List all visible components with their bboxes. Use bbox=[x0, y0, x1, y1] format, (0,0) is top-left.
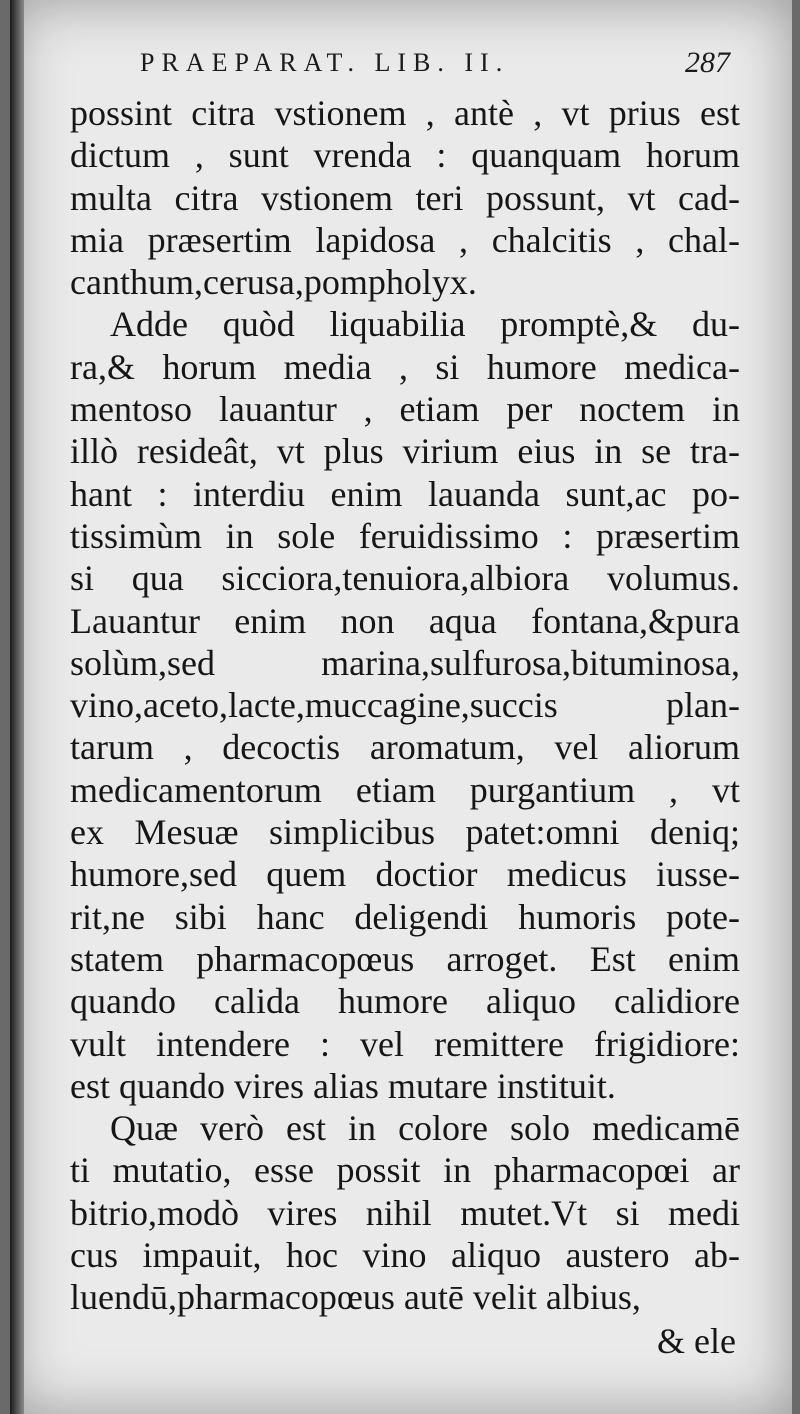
text-line: mia præsertim lapidosa , chalcitis , chal- bbox=[70, 219, 740, 260]
text-line: mentoso lauantur , etiam per noctem in bbox=[70, 389, 740, 430]
text-line: quando calida humore aliquo calidiore bbox=[70, 981, 740, 1022]
text-line: ti mutatio, esse possit in pharmacopœi ar bbox=[70, 1150, 740, 1191]
text-line: illò resideât, vt plus virium eius in se tra- bbox=[70, 431, 740, 472]
text-line: si qua sicciora,tenuiora,albiora volumus. bbox=[70, 558, 740, 599]
text-line: statem pharmacopœus arroget. Est enim bbox=[70, 938, 740, 979]
text-line: tissimùm in sole feruidissimo : præsertim bbox=[70, 515, 740, 556]
text-line: cus impauit, hoc vino aliquo austero ab- bbox=[70, 1235, 740, 1276]
text-line: humore,sed quem doctior medicus iusse- bbox=[70, 854, 740, 895]
text-line: dictum , sunt vrenda : quanquam horum bbox=[70, 135, 740, 176]
binding-gutter bbox=[10, 0, 24, 1414]
text-line: Lauantur enim non aqua fontana,&pura bbox=[70, 600, 740, 641]
text-line: bitrio,modò vires nihil mutet.Vt si medi bbox=[70, 1192, 740, 1233]
text-line: Quæ verò est in colore solo medicamē bbox=[110, 1108, 740, 1149]
catchword-wrap bbox=[70, 1320, 740, 1362]
text-line: medicamentorum etiam purgantium , vt bbox=[70, 769, 740, 810]
text-line: hant : interdiu enim lauanda sunt,ac po- bbox=[70, 473, 740, 514]
text-line: vult intendere : vel remittere frigidiore: bbox=[70, 1023, 740, 1064]
catchword: & ele bbox=[657, 1320, 736, 1361]
body-text bbox=[70, 92, 740, 1319]
text-line: ra,& horum media , si humore medica- bbox=[70, 346, 740, 387]
text-line: tarum , decoctis aromatum, vel aliorum bbox=[70, 727, 740, 768]
running-head-title: PRAEPARAT. LIB. II. bbox=[140, 48, 510, 77]
text-line: multa citra vstionem teri possunt, vt cad- bbox=[70, 177, 740, 218]
running-head bbox=[140, 48, 730, 88]
text-line: ex Mesuæ simplicibus patet:omni deniq; bbox=[70, 812, 740, 853]
text-line: luendū,pharmacopœus autē velit albius, bbox=[70, 1277, 641, 1318]
page-number: 287 bbox=[685, 46, 730, 79]
text-line: possint citra vstionem , antè , vt prius est bbox=[70, 93, 740, 133]
text-line: solùm,sed marina,sulfurosa,bituminosa, bbox=[70, 642, 740, 683]
text-line: Adde quòd liquabilia promptè,& du- bbox=[110, 304, 740, 345]
text-line: canthum,cerusa,pompholyx. bbox=[70, 262, 477, 303]
book-page bbox=[10, 0, 792, 1414]
text-line: vino,aceto,lacte,muccagine,succis plan- bbox=[70, 685, 740, 726]
text-line: rit,ne sibi hanc deligendi humoris pote- bbox=[70, 896, 740, 937]
text-line: est quando vires alias mutare instituit. bbox=[70, 1065, 616, 1106]
